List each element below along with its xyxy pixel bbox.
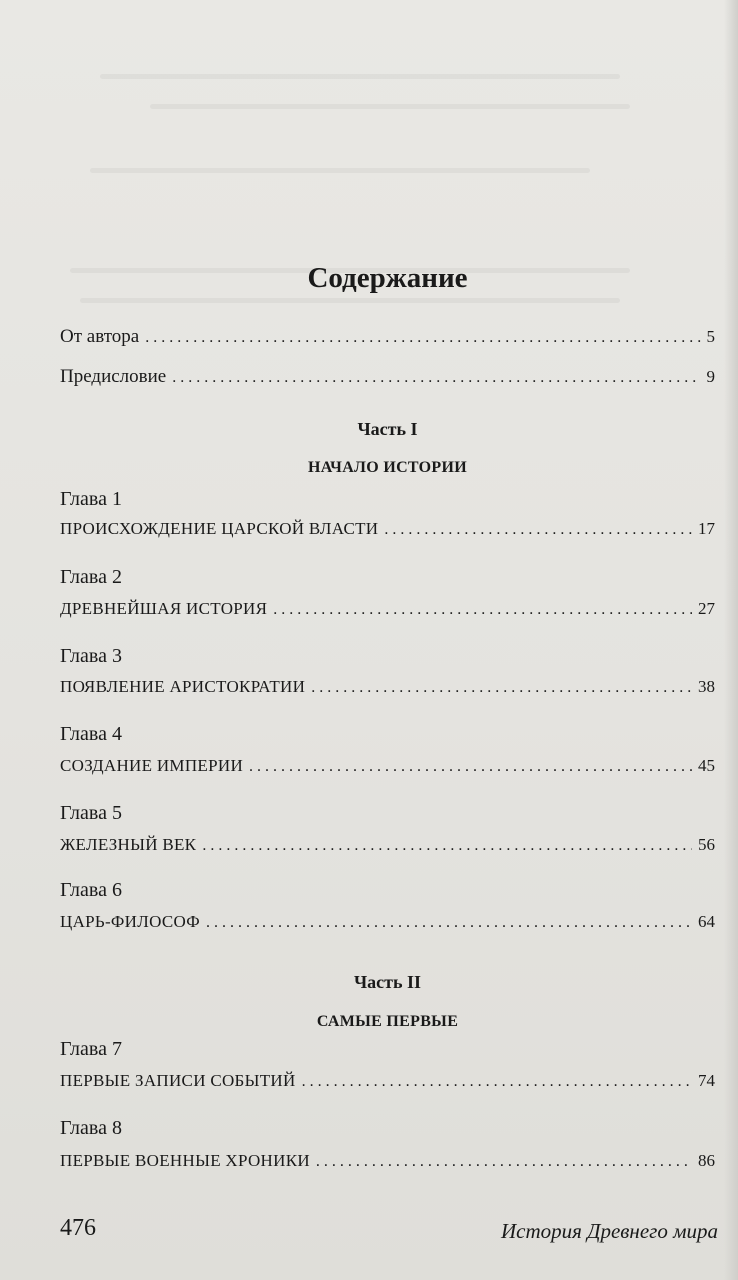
chapter-title: ЖЕЛЕЗНЫЙ ВЕК [60,835,197,854]
dot-leader [249,758,692,776]
entry-label: От автора [60,326,140,347]
show-through-line [90,168,590,173]
page-number: 38 [698,677,715,696]
toc-entry-chapter [60,912,715,932]
chapter-number: Глава 4 [60,723,122,745]
dot-leader [302,1073,692,1091]
page-number: 74 [698,1071,715,1090]
part-name: САМЫЕ ПЕРВЫЕ [316,1013,459,1030]
chapter-title: ДРЕВНЕЙШАЯ ИСТОРИЯ [60,599,268,618]
part-heading: Часть I [357,419,418,439]
page-number: 27 [698,599,715,618]
chapter-number: Глава 8 [60,1117,122,1139]
chapter-number: Глава 6 [60,879,122,901]
page-number: 86 [698,1151,715,1170]
chapter-title: ЦАРЬ-ФИЛОСОФ [60,912,201,931]
page-number: 9 [706,367,715,386]
dot-leader [316,1153,692,1171]
show-through-line [100,74,620,79]
chapter-number: Глава 1 [60,488,122,510]
chapter-number: Глава 3 [60,645,122,667]
part-heading: Часть II [353,972,422,992]
toc-entry-from-author [60,326,715,348]
chapter-title: ПЕРВЫЕ ВОЕННЫЕ ХРОНИКИ [60,1151,310,1170]
chapter-title: СОЗДАНИЕ ИМПЕРИИ [60,756,244,775]
toc-entry-preface [60,366,715,388]
chapter-title: ПОЯВЛЕНИЕ АРИСТОКРАТИИ [60,677,306,696]
toc-entry-chapter [60,519,715,539]
toc-entry-chapter [60,677,715,697]
chapter-number: Глава 2 [60,566,122,588]
running-title: История Древнего мира [500,1219,718,1243]
dot-leader [202,837,692,855]
page-title: Содержание [307,262,468,294]
chapter-number: Глава 7 [60,1038,122,1060]
chapter-title: ПРОИСХОЖДЕНИЕ ЦАРСКОЙ ВЛАСТИ [60,519,379,538]
dot-leader [145,329,700,347]
page-number: 17 [698,519,715,538]
entry-label: Предисловие [60,366,167,387]
toc-entry-chapter [60,1071,715,1091]
chapter-title: ПЕРВЫЕ ЗАПИСИ СОБЫТИЙ [60,1071,296,1090]
page-number: 64 [698,912,715,931]
dot-leader [273,601,692,619]
dot-leader [384,521,692,539]
folio-page-number: 476 [60,1215,96,1241]
page-number: 45 [698,756,715,775]
dot-leader [311,679,692,697]
dot-leader [206,914,692,932]
page-number: 5 [706,327,715,346]
part-name: НАЧАЛО ИСТОРИИ [307,459,467,476]
toc-entry-chapter [60,599,715,619]
page-number: 56 [698,835,715,854]
toc-entry-chapter [60,756,715,776]
toc-entry-chapter [60,1151,715,1171]
page-edge-shadow [724,0,738,1280]
toc-entry-chapter [60,835,715,855]
show-through-line [80,298,620,303]
chapter-number: Глава 5 [60,802,122,824]
show-through-line [150,104,630,109]
dot-leader [172,369,700,387]
